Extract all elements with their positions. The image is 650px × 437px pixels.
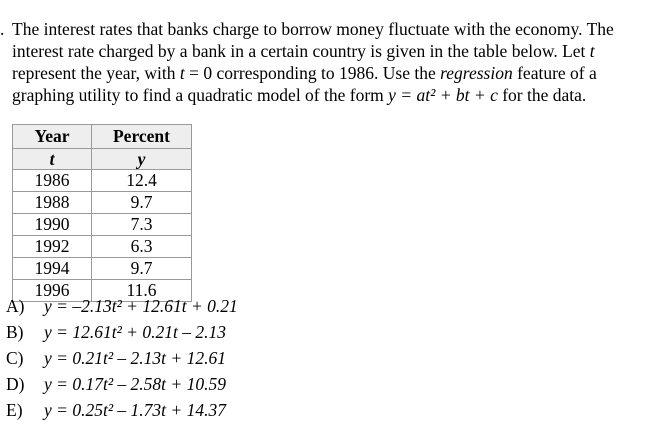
prompt-line-1: The interest rates that banks charge to borrow money fluctuate with the economy. The [12, 19, 614, 39]
prompt-line-4-text-b: for the data. [502, 85, 587, 105]
answer-choices [6, 293, 238, 423]
table-header-row [13, 125, 192, 149]
interest-rate-table [12, 124, 192, 302]
choice-letter: C) [6, 348, 24, 368]
variable-t-header: t [13, 149, 92, 170]
choice-b[interactable] [6, 319, 238, 345]
prompt-line-4-text-a: graphing utility to find a quadratic model of the form [12, 85, 384, 105]
table-row [13, 214, 192, 236]
percent-cell: 6.3 [92, 236, 192, 258]
choice-e[interactable] [6, 397, 238, 423]
prompt-line-3-text-a: represent the year, with [12, 63, 176, 83]
choice-letter: D) [6, 374, 25, 394]
percent-cell: 11.6 [92, 280, 192, 302]
choice-formula: y = 0.17t² – 2.58t + 10.59 [44, 374, 226, 394]
prompt-line-3-text-b: = 0 corresponding to 1986. Use the [189, 63, 436, 83]
choice-formula: y = 12.61t² + 0.21t – 2.13 [44, 322, 226, 342]
percent-cell: 7.3 [92, 214, 192, 236]
year-cell: 1996 [13, 280, 92, 302]
choice-formula: y = 0.21t² – 2.13t + 12.61 [44, 348, 226, 368]
variable-y-header: y [92, 149, 192, 170]
question-prompt [12, 18, 642, 106]
percent-cell: 9.7 [92, 258, 192, 280]
year-cell: 1986 [13, 170, 92, 192]
variable-t: t [179, 63, 185, 83]
question-number-mark: . [0, 19, 5, 39]
choice-letter: E) [6, 400, 23, 420]
choice-d[interactable] [6, 371, 238, 397]
prompt-line-3-text-c: feature of a [517, 63, 597, 83]
table-row [13, 170, 192, 192]
prompt-line-2-text: interest rate charged by a bank in a certain country is given in the table below. Let [12, 41, 586, 61]
table-row [13, 258, 192, 280]
choice-letter: B) [6, 322, 24, 342]
percent-cell: 12.4 [92, 170, 192, 192]
table-row [13, 192, 192, 214]
choice-formula: y = –2.13t² + 12.61t + 0.21 [44, 296, 238, 316]
choice-letter: A) [6, 296, 25, 316]
table-row [13, 236, 192, 258]
table-variable-row [13, 149, 192, 170]
percent-header: Percent [92, 125, 192, 149]
model-formula: y = at² + bt + c [388, 85, 498, 105]
choice-formula: y = 0.25t² – 1.73t + 14.37 [44, 400, 226, 420]
choice-c[interactable] [6, 345, 238, 371]
choice-a[interactable] [6, 293, 238, 319]
variable-t: t [589, 41, 595, 61]
prompt-line-2 [12, 40, 642, 62]
year-header: Year [13, 125, 92, 149]
regression-emphasis: regression [440, 63, 513, 83]
prompt-line-3 [12, 62, 642, 84]
year-cell: 1994 [13, 258, 92, 280]
percent-cell: 9.7 [92, 192, 192, 214]
year-cell: 1992 [13, 236, 92, 258]
year-cell: 1988 [13, 192, 92, 214]
year-cell: 1990 [13, 214, 92, 236]
prompt-line-4 [12, 84, 642, 106]
